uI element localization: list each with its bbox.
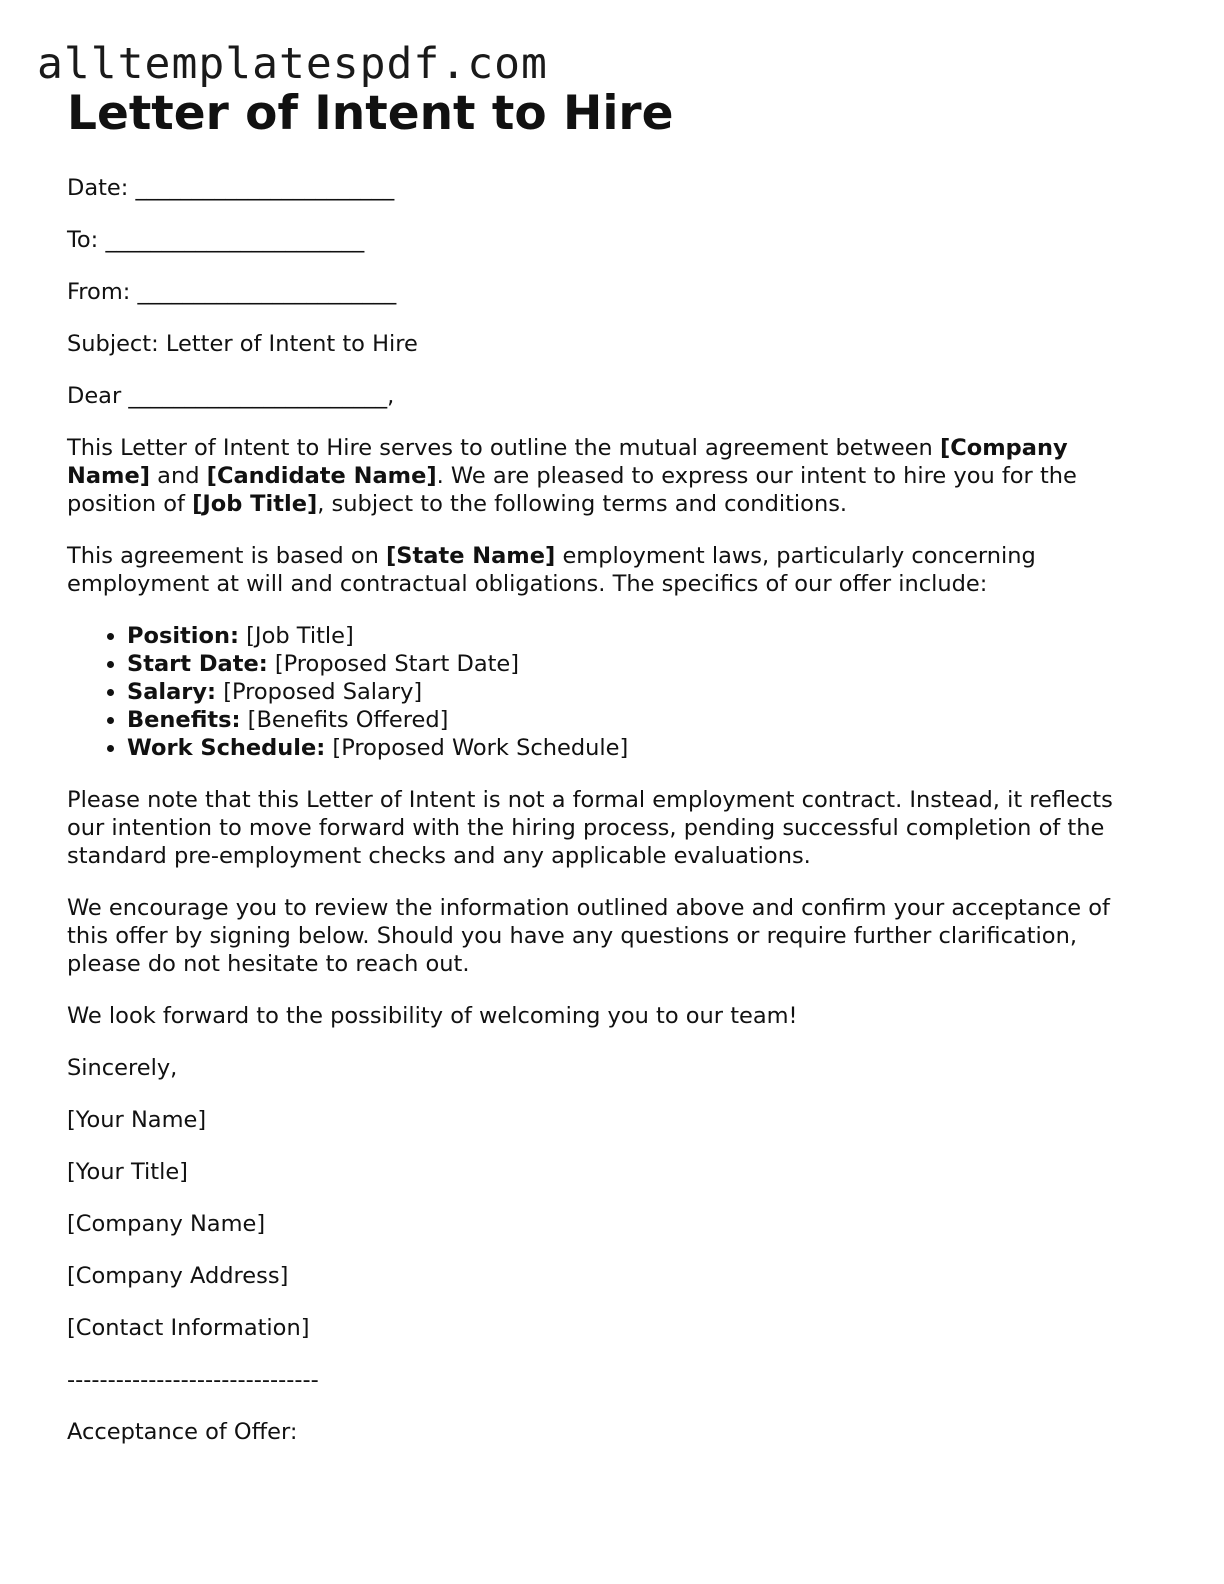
agreement-text-1: This agreement is based on	[67, 543, 387, 569]
offer-terms-list	[67, 622, 1157, 762]
letter-body	[67, 174, 1157, 1446]
signature-contact-information: [Contact Information]	[67, 1315, 310, 1341]
to-blank[interactable]: _______________________	[105, 227, 365, 253]
subject-line: Subject: Letter of Intent to Hire	[67, 331, 418, 357]
dear-label: Dear	[67, 383, 122, 409]
term-value: [Proposed Work Schedule]	[325, 735, 629, 761]
date-label: Date:	[67, 175, 129, 201]
date-blank[interactable]: _______________________	[135, 175, 395, 201]
signoff: Sincerely,	[67, 1055, 178, 1081]
intro-candidate-name: [Candidate Name]	[206, 463, 437, 489]
agreement-state-name: [State Name]	[386, 543, 556, 569]
term-value: [Proposed Start Date]	[267, 651, 520, 677]
letter-document	[67, 84, 1157, 1470]
term-label: Salary:	[127, 679, 217, 705]
term-value: [Benefits Offered]	[240, 707, 449, 733]
from-blank[interactable]: _______________________	[137, 279, 397, 305]
intro-text-4: , subject to the following terms and conditions.	[317, 491, 848, 517]
encourage-paragraph: We encourage you to review the information outlined above and confirm your acceptance of this offer by signing below. Should you have any questions or require further clarification, please do not hesitate to reach out.	[67, 895, 1110, 977]
term-label: Benefits:	[127, 707, 241, 733]
salutation-comma: ,	[387, 383, 395, 409]
intro-paragraph	[67, 434, 1157, 518]
intro-company-name: [Company Name]	[67, 435, 1068, 489]
site-watermark: alltemplatespdf.com	[37, 39, 548, 89]
signature-your-name: [Your Name]	[67, 1107, 207, 1133]
term-label: Position:	[127, 623, 239, 649]
term-salary	[127, 678, 1157, 706]
signature-your-title: [Your Title]	[67, 1159, 188, 1185]
term-value: [Proposed Salary]	[216, 679, 423, 705]
term-start-date	[127, 650, 1157, 678]
intro-text-3: . We are pleased to express our intent to hire you for the position of	[67, 463, 1077, 517]
intro-text-1: This Letter of Intent to Hire serves to outline the mutual agreement between	[67, 435, 940, 461]
recipient-blank[interactable]: _______________________	[128, 383, 388, 409]
signature-company-name: [Company Name]	[67, 1211, 266, 1237]
term-label: Start Date:	[127, 651, 268, 677]
agreement-text-2: employment laws, particularly concerning employment at will and contractual obligations. The specifics of our offer include:	[67, 543, 1036, 597]
document-title: Letter of Intent to Hire	[67, 86, 674, 141]
term-label: Work Schedule:	[127, 735, 326, 761]
salutation	[67, 382, 1157, 410]
term-benefits	[127, 706, 1157, 734]
acceptance-heading: Acceptance of Offer:	[67, 1419, 298, 1445]
from-label: From:	[67, 279, 131, 305]
section-separator: -------------------------------	[67, 1367, 319, 1393]
to-field	[67, 226, 1157, 254]
term-value: [Job Title]	[239, 623, 354, 649]
signature-company-address: [Company Address]	[67, 1263, 289, 1289]
note-paragraph: Please note that this Letter of Intent is not a formal employment contract. Instead, it reflects our intention to move forward with the hiring process, pending successful completion of the standard pre-employment checks and any applicable evaluations.	[67, 787, 1113, 869]
term-position	[127, 622, 1157, 650]
from-field	[67, 278, 1157, 306]
term-work-schedule	[127, 734, 1157, 762]
to-label: To:	[67, 227, 99, 253]
intro-text-2: and	[150, 463, 207, 489]
date-field	[67, 174, 1157, 202]
agreement-paragraph	[67, 542, 1157, 598]
closing-line: We look forward to the possibility of welcoming you to our team!	[67, 1003, 798, 1029]
intro-job-title: [Job Title]	[192, 491, 318, 517]
